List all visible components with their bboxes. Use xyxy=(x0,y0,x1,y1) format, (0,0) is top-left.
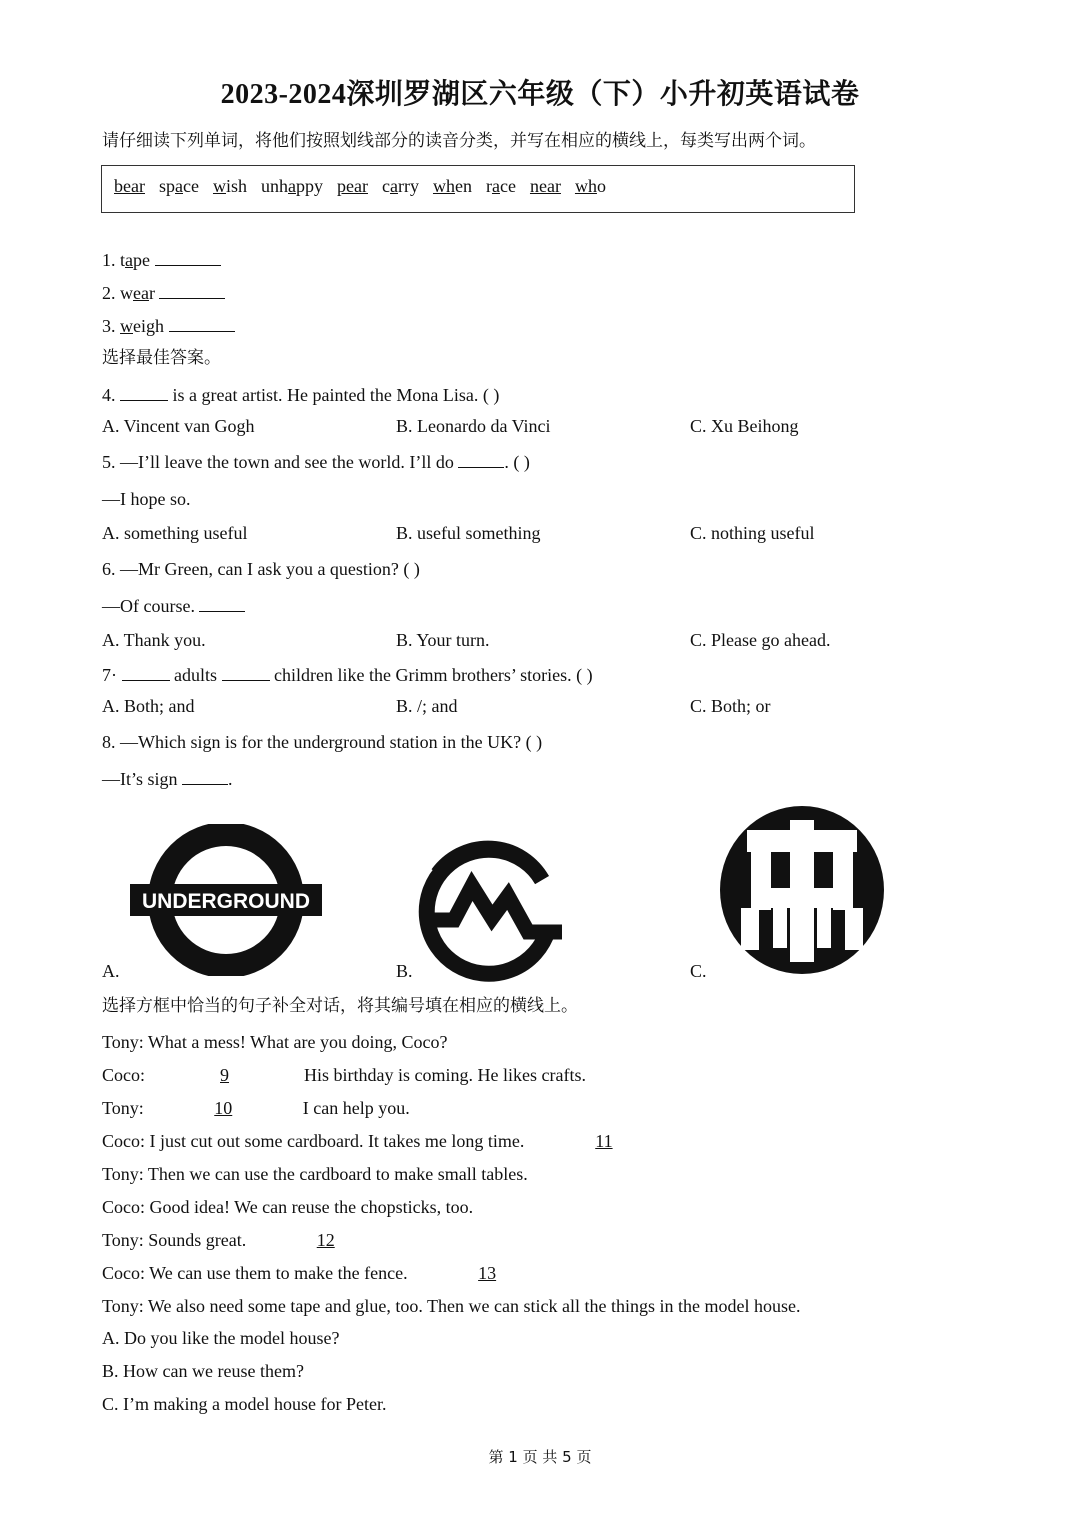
q8-reply xyxy=(102,767,233,791)
word-item: race xyxy=(485,176,516,196)
question-8: 8. —Which sign is for the underground station in the UK? ( ) xyxy=(102,732,543,752)
q7-option-a: A. Both; and xyxy=(102,696,195,716)
page-title: 2023-2024深圳罗湖区六年级（下）小升初英语试卷 xyxy=(220,79,860,110)
q8-option-a: A. xyxy=(102,961,120,981)
dialogue-line: Coco: Good idea! We can reuse the chopsticks, too. xyxy=(102,1197,474,1217)
q5-text: 5. —I’ll leave the town and see the world. I’ll do xyxy=(102,452,454,472)
dialogue-line: Tony: Then we can use the cardboard to make small tables. xyxy=(102,1164,528,1184)
metro-logo-b xyxy=(416,834,564,982)
word-item: bear xyxy=(114,176,145,196)
question-6: 6. —Mr Green, can I ask you a question? ( ) xyxy=(102,559,420,579)
word-item: when xyxy=(432,176,472,196)
word-item: space xyxy=(158,176,199,196)
q4-number: 4. xyxy=(102,385,120,405)
word-item: wish xyxy=(212,176,247,196)
q7-blank-1 xyxy=(122,664,170,681)
dialogue-blank: 10 xyxy=(214,1098,233,1118)
section3-instruction: 选择方框中恰当的句子补全对话，将其编号填在相应的横线上。 xyxy=(102,996,578,1016)
q8-reply-text: —It’s sign xyxy=(102,769,178,789)
dialogue-blank: 12 xyxy=(316,1230,335,1250)
phonics-item: 2. wear xyxy=(102,281,225,305)
q7-blank-2 xyxy=(222,664,270,681)
dialogue-line: Tony: We also need some tape and glue, too. Then we can stick all the things in the model house. xyxy=(102,1296,801,1316)
word-item: unhappy xyxy=(261,176,323,196)
q4-option-a: A. Vincent van Gogh xyxy=(102,416,255,436)
section1-instruction: 请仔细读下列单词，将他们按照划线部分的读音分类，并写在相应的横线上，每类写出两个词。 xyxy=(102,131,816,151)
q8-end: . xyxy=(228,769,233,789)
dialogue-line: Coco: 9 His birthday is coming. He likes crafts. xyxy=(102,1065,586,1085)
q5-option-b: B. useful something xyxy=(396,523,541,543)
q8-blank xyxy=(182,768,228,785)
word-list xyxy=(114,176,620,197)
metro-logo-c xyxy=(719,804,885,976)
page-footer: 第 1 页 共 5 页 xyxy=(488,1448,592,1466)
q4-option-c: C. Xu Beihong xyxy=(690,416,799,436)
question-7 xyxy=(102,663,593,687)
q6-option-b: B. Your turn. xyxy=(396,630,490,650)
word-item: who xyxy=(574,176,606,196)
word-item: carry xyxy=(381,176,419,196)
dialogue-option-c: C. I’m making a model house for Peter. xyxy=(102,1394,387,1414)
question-5 xyxy=(102,450,530,474)
word-item: pear xyxy=(337,176,368,196)
word-item: near xyxy=(529,176,561,196)
q7-mid: adults xyxy=(169,665,222,685)
answer-blank xyxy=(159,282,225,299)
dialogue-line: Tony: 10 I can help you. xyxy=(102,1098,410,1118)
q4-text: is a great artist. He painted the Mona Lisa. ( ) xyxy=(168,385,500,405)
q4-blank xyxy=(120,384,168,401)
dialogue-blank: 13 xyxy=(478,1263,497,1283)
q5-reply: —I hope so. xyxy=(102,489,191,509)
dialogue-line: Tony: What a mess! What are you doing, Coco? xyxy=(102,1032,448,1052)
phonics-item: 3. weigh xyxy=(102,314,235,338)
dialogue-line: Coco: I just cut out some cardboard. It takes me long time. 11 xyxy=(102,1129,679,1153)
dialogue-line: Tony: Sounds great. 12 xyxy=(102,1228,401,1252)
london-underground-logo xyxy=(126,824,326,976)
q7-option-c: C. Both; or xyxy=(690,696,771,716)
q6-reply xyxy=(102,594,245,618)
phonics-item: 1. tape xyxy=(102,248,221,272)
dialogue-option-a: A. Do you like the model house? xyxy=(102,1328,340,1348)
q6-option-c: C. Please go ahead. xyxy=(690,630,831,650)
dialogue-option-b: B. How can we reuse them? xyxy=(102,1361,304,1381)
q4-option-b: B. Leonardo da Vinci xyxy=(396,416,551,436)
roundel-text: UNDERGROUND xyxy=(142,890,310,913)
dialogue-blank: 9 xyxy=(220,1065,229,1085)
q6-reply-text: —Of course. xyxy=(102,596,195,616)
answer-blank xyxy=(155,249,221,266)
q7-end: children like the Grimm brothers’ stories. ( ) xyxy=(269,665,593,685)
q8-option-c: C. xyxy=(690,961,707,981)
q5-blank xyxy=(458,451,504,468)
q5-option-a: A. something useful xyxy=(102,523,248,543)
word-box xyxy=(101,165,855,213)
q5-end: . ( ) xyxy=(504,452,530,472)
q7-number: 7· xyxy=(102,665,122,685)
question-4 xyxy=(102,383,499,407)
dialogue-line: Coco: We can use them to make the fence. 13 xyxy=(102,1261,562,1285)
section2-instruction: 选择最佳答案。 xyxy=(102,348,221,368)
q5-option-c: C. nothing useful xyxy=(690,523,815,543)
answer-blank xyxy=(169,315,235,332)
q6-blank xyxy=(199,595,245,612)
dialogue-blank: 11 xyxy=(595,1131,613,1151)
q6-option-a: A. Thank you. xyxy=(102,630,206,650)
q8-option-b: B. xyxy=(396,961,413,981)
q7-option-b: B. /; and xyxy=(396,696,458,716)
